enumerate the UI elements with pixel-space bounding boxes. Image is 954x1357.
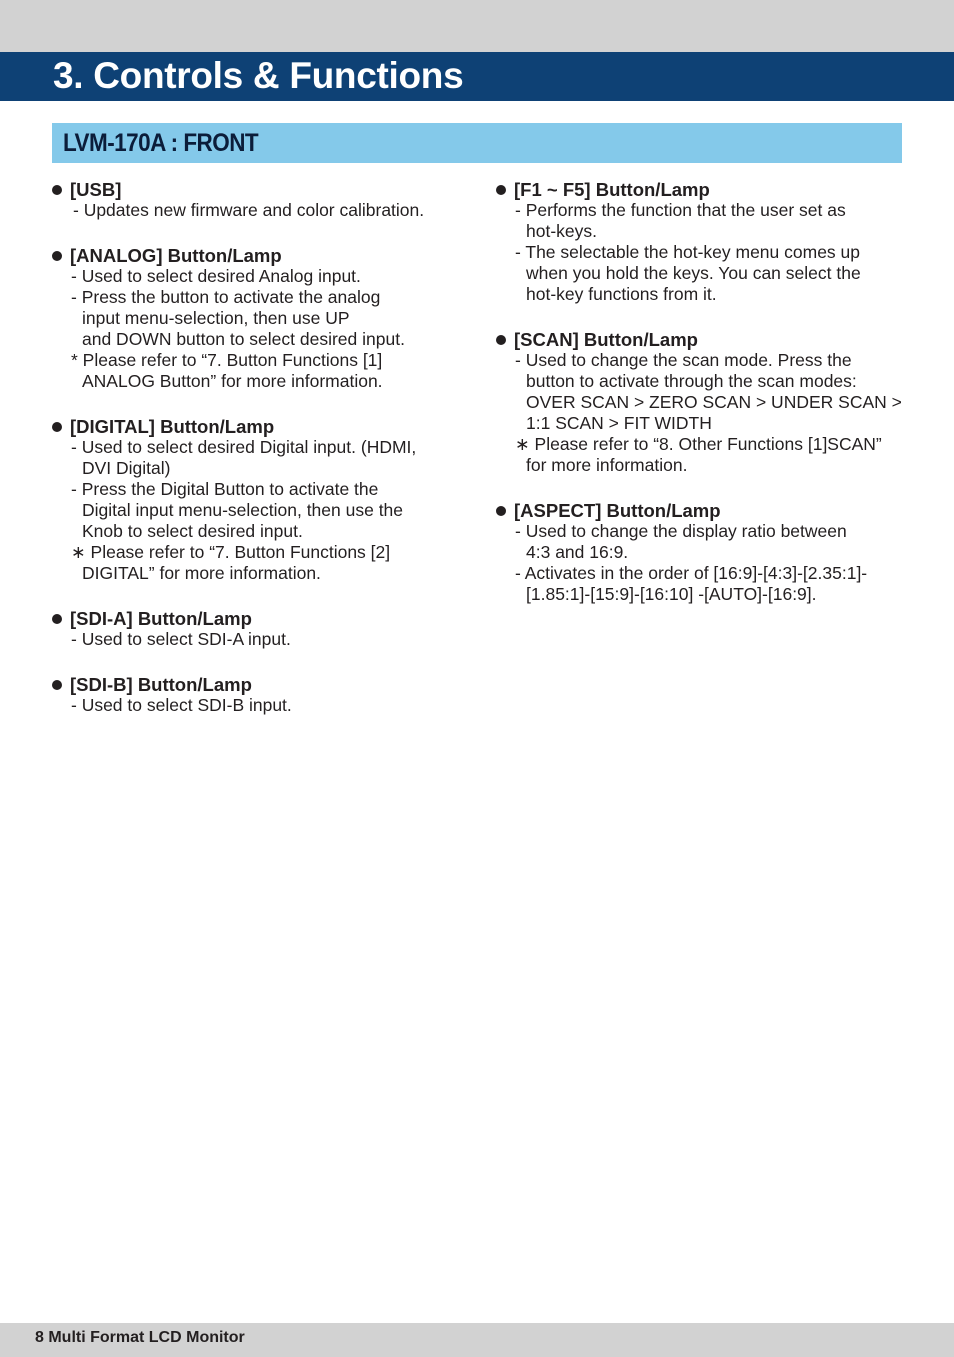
section-text-line: for more information.: [526, 455, 688, 475]
section-text-line: - Used to select desired Analog input.: [71, 266, 361, 286]
section-text-line: - Used to change the scan mode. Press the: [515, 350, 852, 370]
section-heading-text: [SDI-B] Button/Lamp: [70, 674, 252, 695]
section-text-line: - Press the Digital Button to activate the: [71, 479, 379, 499]
left-column: [52, 179, 462, 740]
section-text-line: * Please refer to “7. Button Functions [1]: [71, 350, 383, 370]
section-heading-text: [ASPECT] Button/Lamp: [514, 500, 721, 521]
section-f1-f5-button-lamp: [496, 179, 902, 305]
section-text-line: Digital input menu-selection, then use the: [82, 500, 404, 520]
section-heading: [496, 179, 902, 200]
section-text-line: DIGITAL” for more information.: [82, 563, 321, 583]
section-heading-text: [SDI-A] Button/Lamp: [70, 608, 252, 629]
section-heading: [52, 416, 462, 437]
section-text-line: hot-keys.: [526, 221, 597, 241]
section-text-line: - The selectable the hot-key menu comes up: [515, 242, 861, 262]
section-title: LVM-170A : FRONT: [63, 129, 259, 157]
section-text-line: DVI Digital): [82, 458, 171, 478]
section-text-line: 1:1 SCAN > FIT WIDTH: [526, 413, 712, 433]
section-heading: [496, 329, 902, 350]
chapter-title-bar: [0, 52, 954, 101]
page-footer: [0, 1323, 954, 1357]
bullet-icon: [52, 185, 62, 195]
section-aspect-button-lamp: [496, 500, 902, 605]
section-heading-text: [DIGITAL] Button/Lamp: [70, 416, 275, 437]
section-text-line: ANALOG Button” for more information.: [82, 371, 383, 391]
section-text-line: 4:3 and 16:9.: [526, 542, 629, 562]
section-text-line: - Activates in the order of [16:9]-[4:3]-[2.35:1]-: [515, 563, 868, 583]
section-text-line: - Performs the function that the user set as: [515, 200, 846, 220]
section-heading-text: [USB]: [70, 179, 122, 200]
section-text-line: - Press the button to activate the analog: [71, 287, 381, 307]
section-text-line: button to activate through the scan modes:: [526, 371, 857, 391]
bullet-icon: [496, 506, 506, 516]
section-heading-text: [ANALOG] Button/Lamp: [70, 245, 282, 266]
section-text-line: - Used to change the display ratio between: [515, 521, 847, 541]
section-heading: [52, 608, 462, 629]
section-text-line: - Used to select desired Digital input. (HDMI,: [71, 437, 417, 457]
section-text-line: [1.85:1]-[15:9]-[16:10] -[AUTO]-[16:9].: [526, 584, 817, 604]
section-heading: [496, 500, 902, 521]
section-text-line: input menu-selection, then use UP: [82, 308, 350, 328]
section-title-bar: [52, 123, 902, 163]
section-text-line: - Updates new firmware and color calibration.: [73, 200, 425, 220]
section-heading: [52, 179, 462, 200]
section-text-line: - Used to select SDI-A input.: [71, 629, 291, 649]
chapter-title: 3. Controls & Functions: [53, 55, 464, 96]
section-sdi-a-button-lamp: [52, 608, 462, 650]
bullet-icon: [52, 614, 62, 624]
section-usb: [52, 179, 462, 221]
section-analog-button-lamp: [52, 245, 462, 392]
section-digital-button-lamp: [52, 416, 462, 584]
right-column: [496, 179, 902, 629]
bullet-icon: [52, 251, 62, 261]
section-text-line: hot-key functions from it.: [526, 284, 717, 304]
section-sdi-b-button-lamp: [52, 674, 462, 716]
section-heading-text: [SCAN] Button/Lamp: [514, 329, 698, 350]
section-text-line: Knob to select desired input.: [82, 521, 303, 541]
section-text-line: when you hold the keys. You can select the: [526, 263, 861, 283]
bullet-icon: [496, 335, 506, 345]
section-heading: [52, 245, 462, 266]
top-margin-band: [0, 0, 954, 52]
section-heading: [52, 674, 462, 695]
section-scan-button-lamp: [496, 329, 902, 476]
bullet-icon: [496, 185, 506, 195]
section-text-line: ∗ Please refer to “8. Other Functions [1]SCAN”: [515, 434, 882, 454]
section-text-line: and DOWN button to select desired input.: [82, 329, 405, 349]
footer-text: 8 Multi Format LCD Monitor: [35, 1329, 245, 1346]
bullet-icon: [52, 680, 62, 690]
bullet-icon: [52, 422, 62, 432]
section-text-line: OVER SCAN > ZERO SCAN > UNDER SCAN >: [526, 392, 902, 412]
section-heading-text: [F1 ~ F5] Button/Lamp: [514, 179, 710, 200]
section-text-line: - Used to select SDI-B input.: [71, 695, 292, 715]
section-text-line: ∗ Please refer to “7. Button Functions [2]: [71, 542, 391, 562]
